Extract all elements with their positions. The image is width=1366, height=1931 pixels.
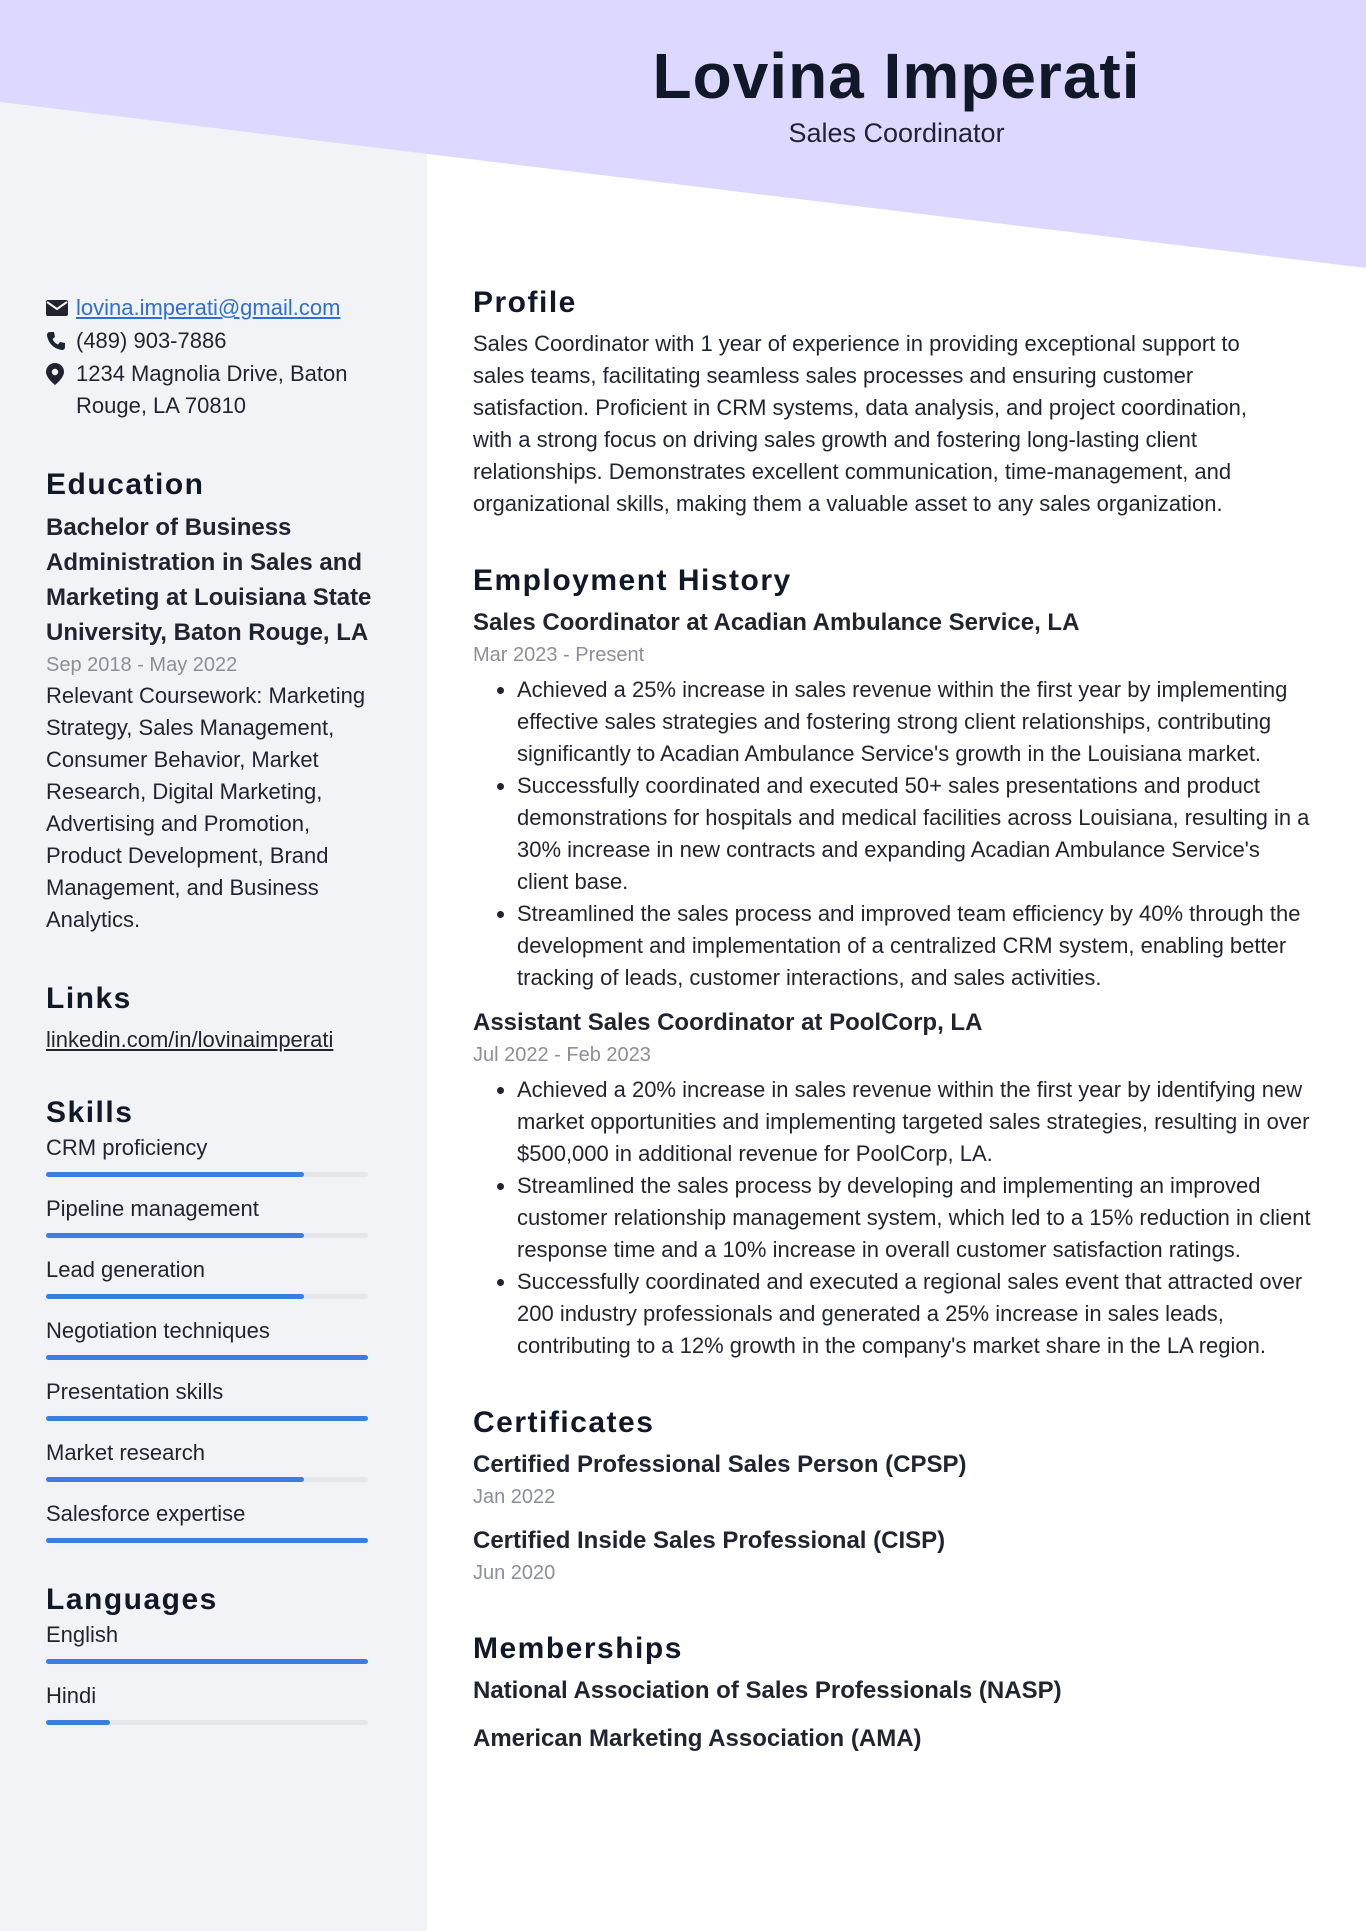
- education-heading: Education: [46, 468, 205, 501]
- level-bar-fill: [46, 1416, 368, 1421]
- job-bullet: • Streamlined the sales process by developing and implementing an improved customer relationship management system, which led to a 15% reduction in client response time and a 10% increase in overall customer satisfaction ratings.: [517, 1170, 1313, 1266]
- membership-item: American Marketing Association (AMA): [473, 1725, 922, 1752]
- certificates-heading: Certificates: [473, 1406, 655, 1439]
- certificate-name: Certified Inside Sales Professional (CISP): [473, 1527, 946, 1554]
- level-bar-fill: [46, 1659, 368, 1664]
- envelope-icon: [46, 292, 76, 324]
- employment-section: [473, 564, 1313, 1362]
- contact-address: [46, 358, 376, 422]
- level-bar-track: [46, 1172, 368, 1177]
- phone-number: (489) 903-7886: [76, 328, 227, 353]
- main-content: [473, 286, 1313, 1800]
- certificate-item: [473, 1524, 1313, 1588]
- level-bar-fill: [46, 1233, 304, 1238]
- address: 1234 Magnolia Drive, Baton Rouge, LA 70810: [76, 361, 348, 418]
- certificates-section: [473, 1406, 1313, 1588]
- level-bar-fill: [46, 1355, 368, 1360]
- job-dates: Jul 2022 - Feb 2023: [473, 1044, 651, 1066]
- memberships-heading: Memberships: [473, 1632, 683, 1665]
- language-label: Hindi: [46, 1683, 97, 1708]
- skill-label: Pipeline management: [46, 1196, 259, 1221]
- skill-label: Market research: [46, 1440, 205, 1465]
- sidebar: [46, 292, 376, 1741]
- education-dates: Sep 2018 - May 2022: [46, 654, 238, 676]
- level-bar-track: [46, 1538, 368, 1543]
- certificate-name: Certified Professional Sales Person (CPSP): [473, 1451, 967, 1478]
- profile-heading: Profile: [473, 286, 577, 319]
- skill-label: Negotiation techniques: [46, 1318, 270, 1343]
- level-bar-fill: [46, 1720, 110, 1725]
- level-bar-fill: [46, 1477, 304, 1482]
- certificate-date: Jun 2020: [473, 1562, 556, 1584]
- job-bullets: [473, 674, 1313, 994]
- languages-heading: Languages: [46, 1583, 218, 1616]
- skill-label: Presentation skills: [46, 1379, 224, 1404]
- map-pin-icon: [46, 358, 76, 390]
- job-title: Assistant Sales Coordinator at PoolCorp, LA: [473, 1009, 983, 1036]
- employment-heading: Employment History: [473, 564, 792, 597]
- skill-item: [46, 1132, 376, 1177]
- contact-phone: [46, 325, 376, 357]
- memberships-list: [473, 1674, 1313, 1756]
- level-bar-fill: [46, 1294, 304, 1299]
- level-bar-track: [46, 1416, 368, 1421]
- skill-label: CRM proficiency: [46, 1135, 208, 1160]
- job-bullet: • Successfully coordinated and executed a regional sales event that attracted over 200 industry professionals and generated a 25% increase in sales leads, contributing to a 12% growth in the company's market share in the LA region.: [517, 1266, 1313, 1362]
- job-bullet: • Achieved a 20% increase in sales revenue within the first year by identifying new market opportunities and implementing targeted sales strategies, resulting in over $500,000 in additional revenue for PoolCorp, LA.: [517, 1074, 1313, 1170]
- education-degree: Bachelor of Business Administration in Sales and Marketing at Louisiana State University, Baton Rouge, LA: [46, 514, 372, 646]
- membership-item: National Association of Sales Professionals (NASP): [473, 1677, 1062, 1704]
- level-bar-track: [46, 1477, 368, 1482]
- phone-icon: [46, 325, 76, 357]
- skill-item: [46, 1437, 376, 1482]
- certificate-item: [473, 1448, 1313, 1512]
- level-bar-track: [46, 1659, 368, 1664]
- memberships-section: [473, 1632, 1313, 1756]
- skill-item: [46, 1254, 376, 1299]
- job-bullet: • Successfully coordinated and executed 50+ sales presentations and product demonstrations for hospitals and medical facilities across Louisiana, resulting in a 30% increase in new contracts and expanding Acadian Ambulance Service's client base.: [517, 770, 1313, 898]
- email-link[interactable]: lovina.imperati@gmail.com: [76, 295, 341, 320]
- candidate-name: Lovina Imperati: [652, 40, 1141, 112]
- level-bar-fill: [46, 1538, 368, 1543]
- links-heading: Links: [46, 982, 132, 1015]
- level-bar-track: [46, 1720, 368, 1725]
- job-bullet: • Streamlined the sales process and improved team efficiency by 40% through the development and implementation of a centralized CRM system, enabling better tracking of leads, customer interactions, and sales activities.: [517, 898, 1313, 994]
- skill-item: [46, 1193, 376, 1238]
- level-bar-track: [46, 1233, 368, 1238]
- level-bar-track: [46, 1355, 368, 1360]
- language-label: English: [46, 1622, 119, 1647]
- certificates-list: [473, 1448, 1313, 1588]
- job-entry: [473, 1006, 1313, 1362]
- language-item: [46, 1680, 376, 1725]
- header: [427, 36, 1366, 149]
- level-bar-track: [46, 1294, 368, 1299]
- education-coursework: Relevant Coursework: Marketing Strategy, Sales Management, Consumer Behavior, Market Research, Digital Marketing, Advertising and Promotion, Product Development, Brand Management, and Business Analytics.: [46, 683, 366, 932]
- skills-heading: Skills: [46, 1096, 134, 1129]
- contact-email: [46, 292, 376, 324]
- language-item: [46, 1619, 376, 1664]
- job-title: Sales Coordinator: [788, 118, 1005, 148]
- skill-item: [46, 1315, 376, 1360]
- certificate-date: Jan 2022: [473, 1486, 556, 1508]
- skill-item: [46, 1498, 376, 1543]
- job-bullets: [473, 1074, 1313, 1362]
- languages-list: [46, 1619, 376, 1725]
- job-title: Sales Coordinator at Acadian Ambulance Service, LA: [473, 609, 1080, 636]
- job-dates: Mar 2023 - Present: [473, 644, 645, 666]
- profile-section: [473, 286, 1313, 520]
- profile-text: Sales Coordinator with 1 year of experience in providing exceptional support to sales teams, facilitating seamless sales processes and ensuring customer satisfaction. Proficient in CRM systems, data analysis, and project coordination, with a strong focus on driving sales growth and fostering long-lasting client relationships. Demonstrates excellent communication, time-management, and organizational skills, making them a valuable asset to any sales organization.: [473, 331, 1248, 516]
- level-bar-fill: [46, 1172, 304, 1177]
- job-bullet: • Achieved a 25% increase in sales revenue within the first year by implementing effective sales strategies and fostering strong client relationships, contributing significantly to Acadian Ambulance Service's growth in the Louisiana market.: [517, 674, 1313, 770]
- skill-label: Lead generation: [46, 1257, 206, 1282]
- skill-label: Salesforce expertise: [46, 1501, 246, 1526]
- linkedin-link[interactable]: linkedin.com/in/lovinaimperati: [46, 1027, 334, 1052]
- jobs-list: [473, 606, 1313, 1362]
- skill-item: [46, 1376, 376, 1421]
- skills-list: [46, 1132, 376, 1543]
- job-entry: [473, 606, 1313, 994]
